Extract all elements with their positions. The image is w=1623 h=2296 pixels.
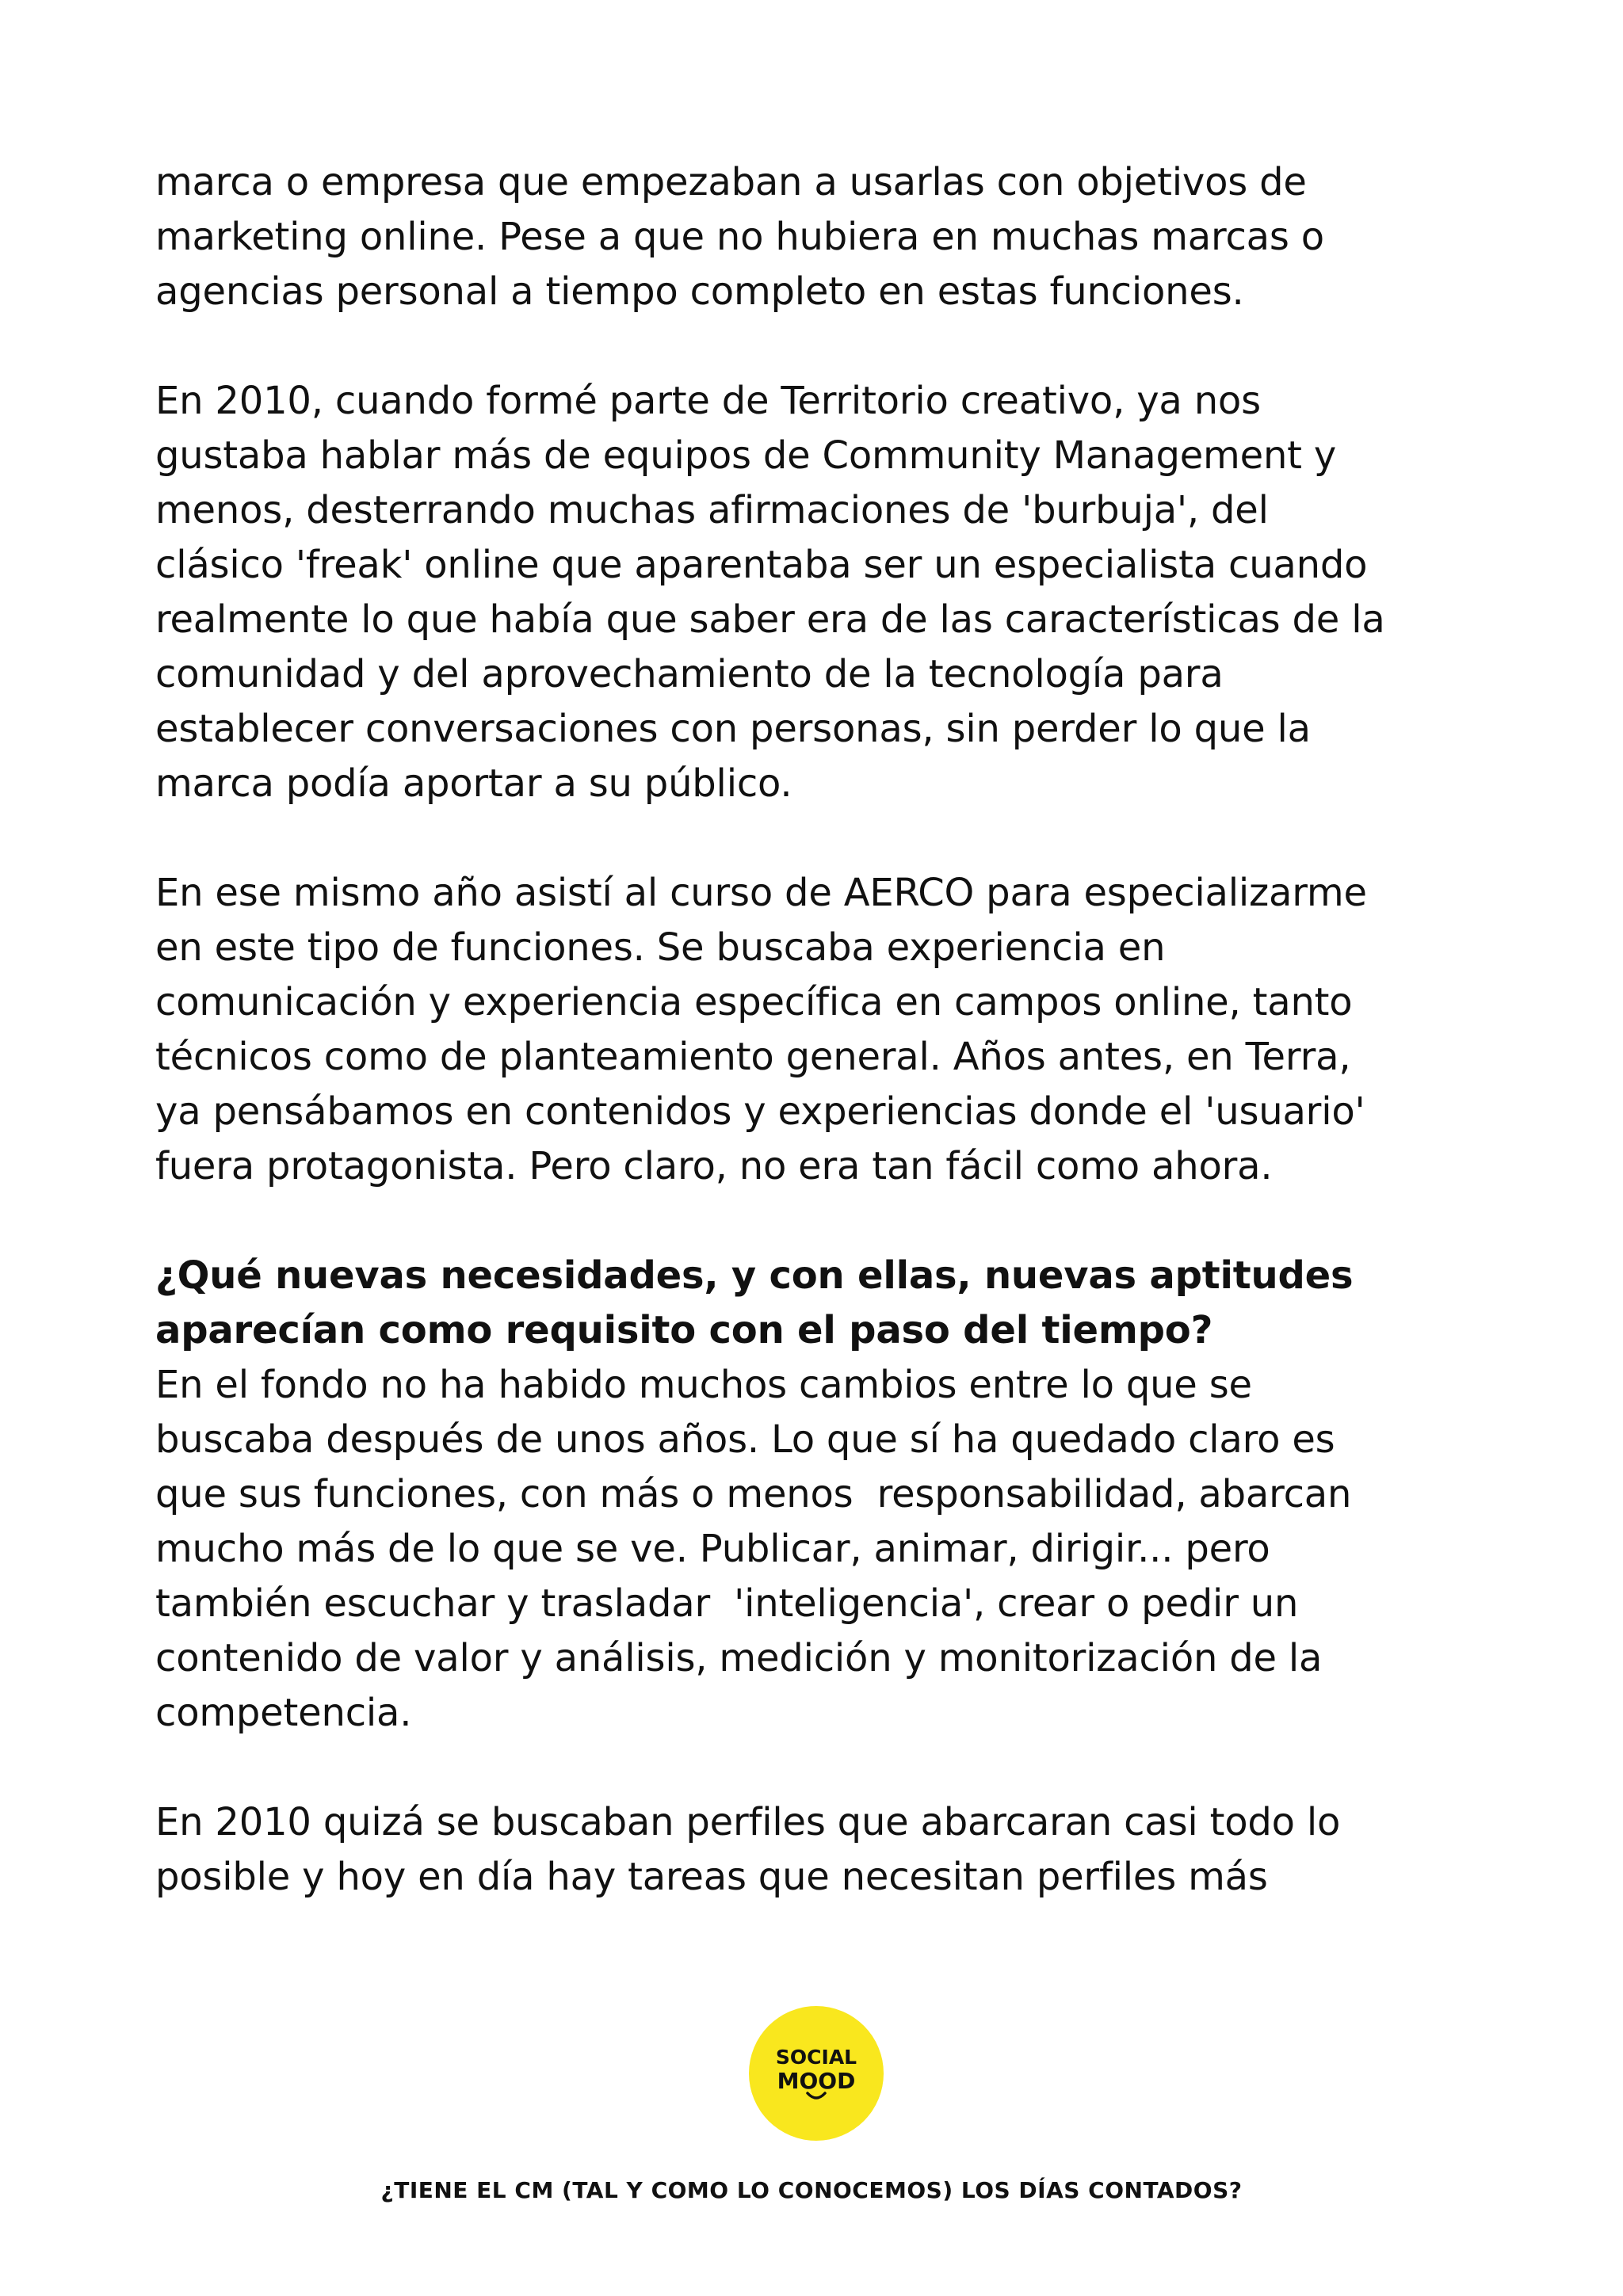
- social-mood-logo-mark: [749, 2006, 884, 2141]
- text-line: En 2010 quizá se buscaban perfiles que abarcaran casi todo lo: [155, 1800, 1341, 1844]
- text-line: posible y hoy en día hay tareas que necesitan perfiles más: [155, 1855, 1268, 1899]
- text-line: competencia.: [155, 1691, 412, 1735]
- paragraph-3: [155, 866, 1487, 1194]
- heading-line: ¿Qué nuevas necesidades, y con ellas, nuevas aptitudes: [155, 1253, 1354, 1298]
- text-line: que sus funciones, con más o menos responsabilidad, abarcan: [155, 1472, 1352, 1516]
- paragraph-2: [155, 374, 1487, 811]
- heading-line: aparecían como requisito con el paso del tiempo?: [155, 1308, 1213, 1352]
- text-line: buscaba después de unos años. Lo que sí ha quedado claro es: [155, 1417, 1335, 1462]
- text-line: menos, desterrando muchas afirmaciones de 'burbuja', del: [155, 488, 1269, 532]
- text-line: comunicación y experiencia específica en campos online, tanto: [155, 980, 1353, 1024]
- text-line: técnicos como de planteamiento general. Años antes, en Terra,: [155, 1035, 1351, 1079]
- text-line: marketing online. Pese a que no hubiera en muchas marcas o: [155, 215, 1324, 259]
- social-mood-logo: [749, 2006, 884, 2141]
- text-line: también escuchar y trasladar 'inteligencia', crear o pedir un: [155, 1581, 1299, 1626]
- text-line: En 2010, cuando formé parte de Territorio creativo, ya nos: [155, 379, 1261, 423]
- paragraph-4: [155, 1249, 1487, 1741]
- paragraph-1: [155, 155, 1487, 319]
- text-line: En el fondo no ha habido muchos cambios entre lo que se: [155, 1363, 1252, 1407]
- section-question-heading: [155, 1249, 1487, 1358]
- logo-text-mood: MOOD: [777, 2068, 856, 2094]
- text-line: fuera protagonista. Pero claro, no era tan fácil como ahora.: [155, 1144, 1273, 1188]
- footer-title: ¿TIENE EL CM (TAL Y COMO LO CONOCEMOS) LOS DÍAS CONTADOS?: [380, 2177, 1243, 2203]
- text-line: realmente lo que había que saber era de las características de la: [155, 597, 1385, 642]
- text-line: agencias personal a tiempo completo en estas funciones.: [155, 269, 1244, 314]
- text-line: contenido de valor y análisis, medición y monitorización de la: [155, 1636, 1323, 1680]
- text-line: clásico 'freak' online que aparentaba ser un especialista cuando: [155, 543, 1368, 587]
- text-line: marca podía aportar a su público.: [155, 761, 792, 806]
- paragraph-5: [155, 1795, 1487, 1905]
- text-line: En ese mismo año asistí al curso de AERCO para especializarme: [155, 871, 1367, 915]
- text-line: ya pensábamos en contenidos y experiencias donde el 'usuario': [155, 1089, 1365, 1134]
- logo-text-social: SOCIAL: [775, 2046, 857, 2069]
- text-line: marca o empresa que empezaban a usarlas con objetivos de: [155, 160, 1307, 204]
- text-line: en este tipo de funciones. Se buscaba experiencia en: [155, 925, 1166, 970]
- article-body: [155, 155, 1487, 1905]
- text-line: establecer conversaciones con personas, sin perder lo que la: [155, 707, 1311, 751]
- text-line: comunidad y del aprovechamiento de la tecnología para: [155, 652, 1224, 696]
- text-line: gustaba hablar más de equipos de Community Management y: [155, 433, 1337, 478]
- text-line: mucho más de lo que se ve. Publicar, animar, dirigir... pero: [155, 1527, 1270, 1571]
